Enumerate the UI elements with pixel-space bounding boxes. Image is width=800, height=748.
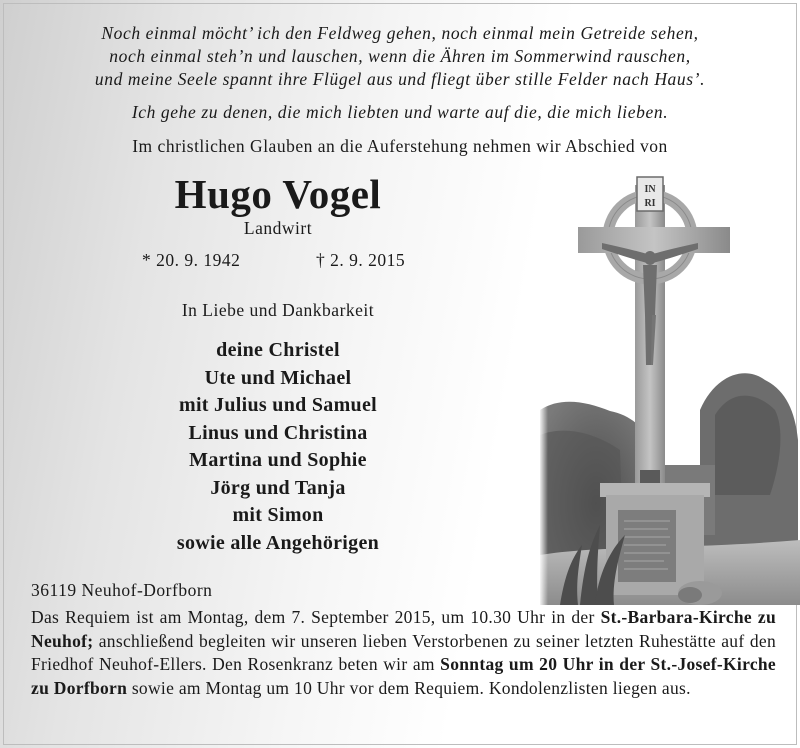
- rosary-time-place: Sonntag um 20 Uhr in der St.-Josef-Kirche zu Dorfborn: [31, 654, 776, 698]
- family-address: 36119 Neuhof-Dorfborn: [31, 580, 213, 600]
- cross-bar: [578, 227, 730, 253]
- thanks-line: In Liebe und Dankbarkeit: [181, 300, 375, 320]
- requiem-details: [31, 606, 776, 700]
- inri-line-2: RI: [644, 198, 656, 209]
- mourner-entry: Martina und Sophie: [189, 449, 367, 471]
- mourner-entry: mit Simon: [232, 504, 324, 526]
- poem-verse: [0, 22, 800, 91]
- requiem-church-barbara: St.-Barbara-Kirche zu Neuhof;: [31, 607, 776, 651]
- mourner-entry: deine Christel: [216, 339, 340, 361]
- poem-line-2: noch einmal steh’n und lauschen, wenn die Ähren im Sommerwind rauschen,: [109, 46, 691, 66]
- mourner-entry: mit Julius und Samuel: [178, 394, 378, 416]
- trees-right-detail: [715, 396, 780, 495]
- mourner-entry: Ute und Michael: [204, 366, 352, 389]
- deceased-name: Hugo Vogel: [174, 171, 382, 217]
- mourners-list: [0, 337, 556, 557]
- deceased-occupation: Landwirt: [243, 218, 313, 238]
- mourner-entry: Jörg und Tanja: [210, 476, 346, 499]
- birth-date: * 20. 9. 1942: [142, 250, 241, 270]
- poem-line-3: und meine Seele spannt ihre Flügel aus und fliegt über stille Felder nach Haus’.: [94, 69, 706, 89]
- requiem-text-2: anschließend begleiten wir unseren lieben Verstorbenen zu seiner letzten Ruhestätte auf den Friedhof Neuhof-Ellers. Den Rosenkranz beten wir am: [31, 630, 776, 674]
- mourner-entry: Linus und Christina: [188, 421, 368, 444]
- requiem-text-3: sowie am Montag um 10 Uhr vor dem Requiem. Kondolenzlisten liegen aus.: [127, 677, 691, 698]
- death-date: † 2. 9. 2015: [316, 250, 406, 270]
- requiem-text-1: Das Requiem ist am Montag, dem 7. September 2015, um 10.30 Uhr in der: [31, 607, 601, 627]
- wayside-cross-photo: [540, 165, 800, 605]
- inri-line-1: IN: [644, 184, 656, 195]
- grave-lantern: [640, 470, 660, 483]
- mourner-entry: sowie alle Angehörigen: [176, 531, 380, 554]
- poem-closing-line: Ich gehe zu denen, die mich liebten und warte auf die, die mich lieben.: [131, 102, 669, 122]
- poem-line-1: Noch einmal möcht’ ich den Feldweg gehen, noch einmal mein Getreide sehen,: [101, 23, 699, 43]
- pedestal-top: [600, 483, 710, 497]
- farewell-intro: Im christlichen Glauben an die Auferstehung nehmen wir Abschied von: [132, 136, 668, 156]
